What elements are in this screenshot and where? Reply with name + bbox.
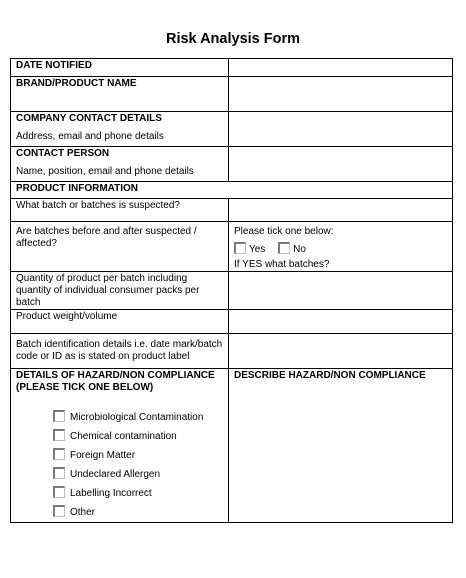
contact-person-detail: Name, position, email and phone details — [16, 166, 194, 177]
row-hazard — [11, 369, 453, 523]
company-contact-heading: COMPANY CONTACT DETAILS — [16, 113, 162, 124]
foreign-matter-checkbox[interactable] — [53, 448, 65, 460]
yes-label: Yes — [249, 244, 266, 255]
row-brand-product-name — [11, 77, 453, 112]
hazard-option-labelling[interactable] — [53, 484, 223, 503]
weight-volume-field[interactable] — [229, 310, 453, 334]
row-batch-suspected — [11, 199, 453, 222]
date-notified-field[interactable] — [229, 59, 453, 77]
hazard-option-chemical[interactable] — [53, 427, 223, 446]
row-batch-identification — [11, 334, 453, 369]
batch-suspected-field[interactable] — [229, 199, 453, 222]
contact-person-cell — [11, 147, 229, 182]
risk-analysis-table — [10, 58, 453, 523]
row-contact-person — [11, 147, 453, 182]
hazard-option-label: Microbiological Contamination — [70, 412, 204, 423]
no-label: No — [293, 244, 306, 255]
batch-identification-field[interactable] — [229, 334, 453, 369]
row-product-information — [11, 182, 453, 199]
brand-product-name-field[interactable] — [229, 77, 453, 112]
batch-identification-label: Batch identification details i.e. date mark/batch code or ID as is stated on product label — [11, 334, 229, 369]
contact-person-heading: CONTACT PERSON — [16, 148, 110, 159]
if-yes-prompt: If YES what batches? — [234, 259, 330, 270]
no-checkbox[interactable] — [278, 242, 290, 254]
microbiological-checkbox[interactable] — [53, 410, 65, 422]
page-title: Risk Analysis Form — [165, 31, 301, 47]
product-information-heading: PRODUCT INFORMATION — [11, 182, 453, 199]
tick-prompt: Please tick one below: — [234, 226, 334, 237]
row-company-contact — [11, 112, 453, 147]
brand-product-name-label: BRAND/PRODUCT NAME — [11, 77, 229, 112]
yes-option[interactable] — [234, 244, 265, 255]
allergen-checkbox[interactable] — [53, 467, 65, 479]
row-quantity — [11, 272, 453, 310]
hazard-cell — [11, 369, 229, 523]
row-weight-volume — [11, 310, 453, 334]
chemical-checkbox[interactable] — [53, 429, 65, 441]
yes-checkbox[interactable] — [234, 242, 246, 254]
company-contact-cell — [11, 112, 229, 147]
hazard-options — [53, 408, 223, 522]
contact-person-field[interactable] — [229, 147, 453, 182]
hazard-option-other[interactable] — [53, 503, 223, 522]
hazard-heading: DETAILS OF HAZARD/NON COMPLIANCE (PLEASE TICK ONE BELOW) — [16, 370, 215, 393]
weight-volume-label: Product weight/volume — [11, 310, 229, 334]
row-batches-affected — [11, 222, 453, 272]
hazard-option-label: Other — [70, 507, 96, 518]
no-option[interactable] — [278, 244, 306, 255]
describe-hazard-heading: DESCRIBE HAZARD/NON COMPLIANCE — [234, 370, 426, 381]
hazard-option-allergen[interactable] — [53, 465, 223, 484]
company-contact-detail: Address, email and phone details — [16, 131, 164, 142]
hazard-description-cell[interactable] — [229, 369, 453, 523]
quantity-field[interactable] — [229, 272, 453, 310]
hazard-option-label: Undeclared Allergen — [70, 469, 161, 480]
date-notified-label: DATE NOTIFIED — [11, 59, 229, 77]
hazard-option-microbiological[interactable] — [53, 408, 223, 427]
company-contact-field[interactable] — [229, 112, 453, 147]
quantity-label: Quantity of product per batch including quantity of individual consumer packs per batch — [11, 272, 229, 310]
hazard-option-label: Chemical contamination — [70, 431, 177, 442]
other-checkbox[interactable] — [53, 505, 65, 517]
yes-no-options — [234, 242, 447, 256]
hazard-option-label: Foreign Matter — [70, 450, 136, 461]
labelling-checkbox[interactable] — [53, 486, 65, 498]
batches-affected-label: Are batches before and after suspected / affected? — [11, 222, 229, 272]
row-date-notified — [11, 59, 453, 77]
hazard-option-label: Labelling Incorrect — [70, 488, 152, 499]
batch-suspected-label: What batch or batches is suspected? — [11, 199, 229, 222]
batches-affected-answer — [229, 222, 453, 272]
hazard-option-foreign-matter[interactable] — [53, 446, 223, 465]
